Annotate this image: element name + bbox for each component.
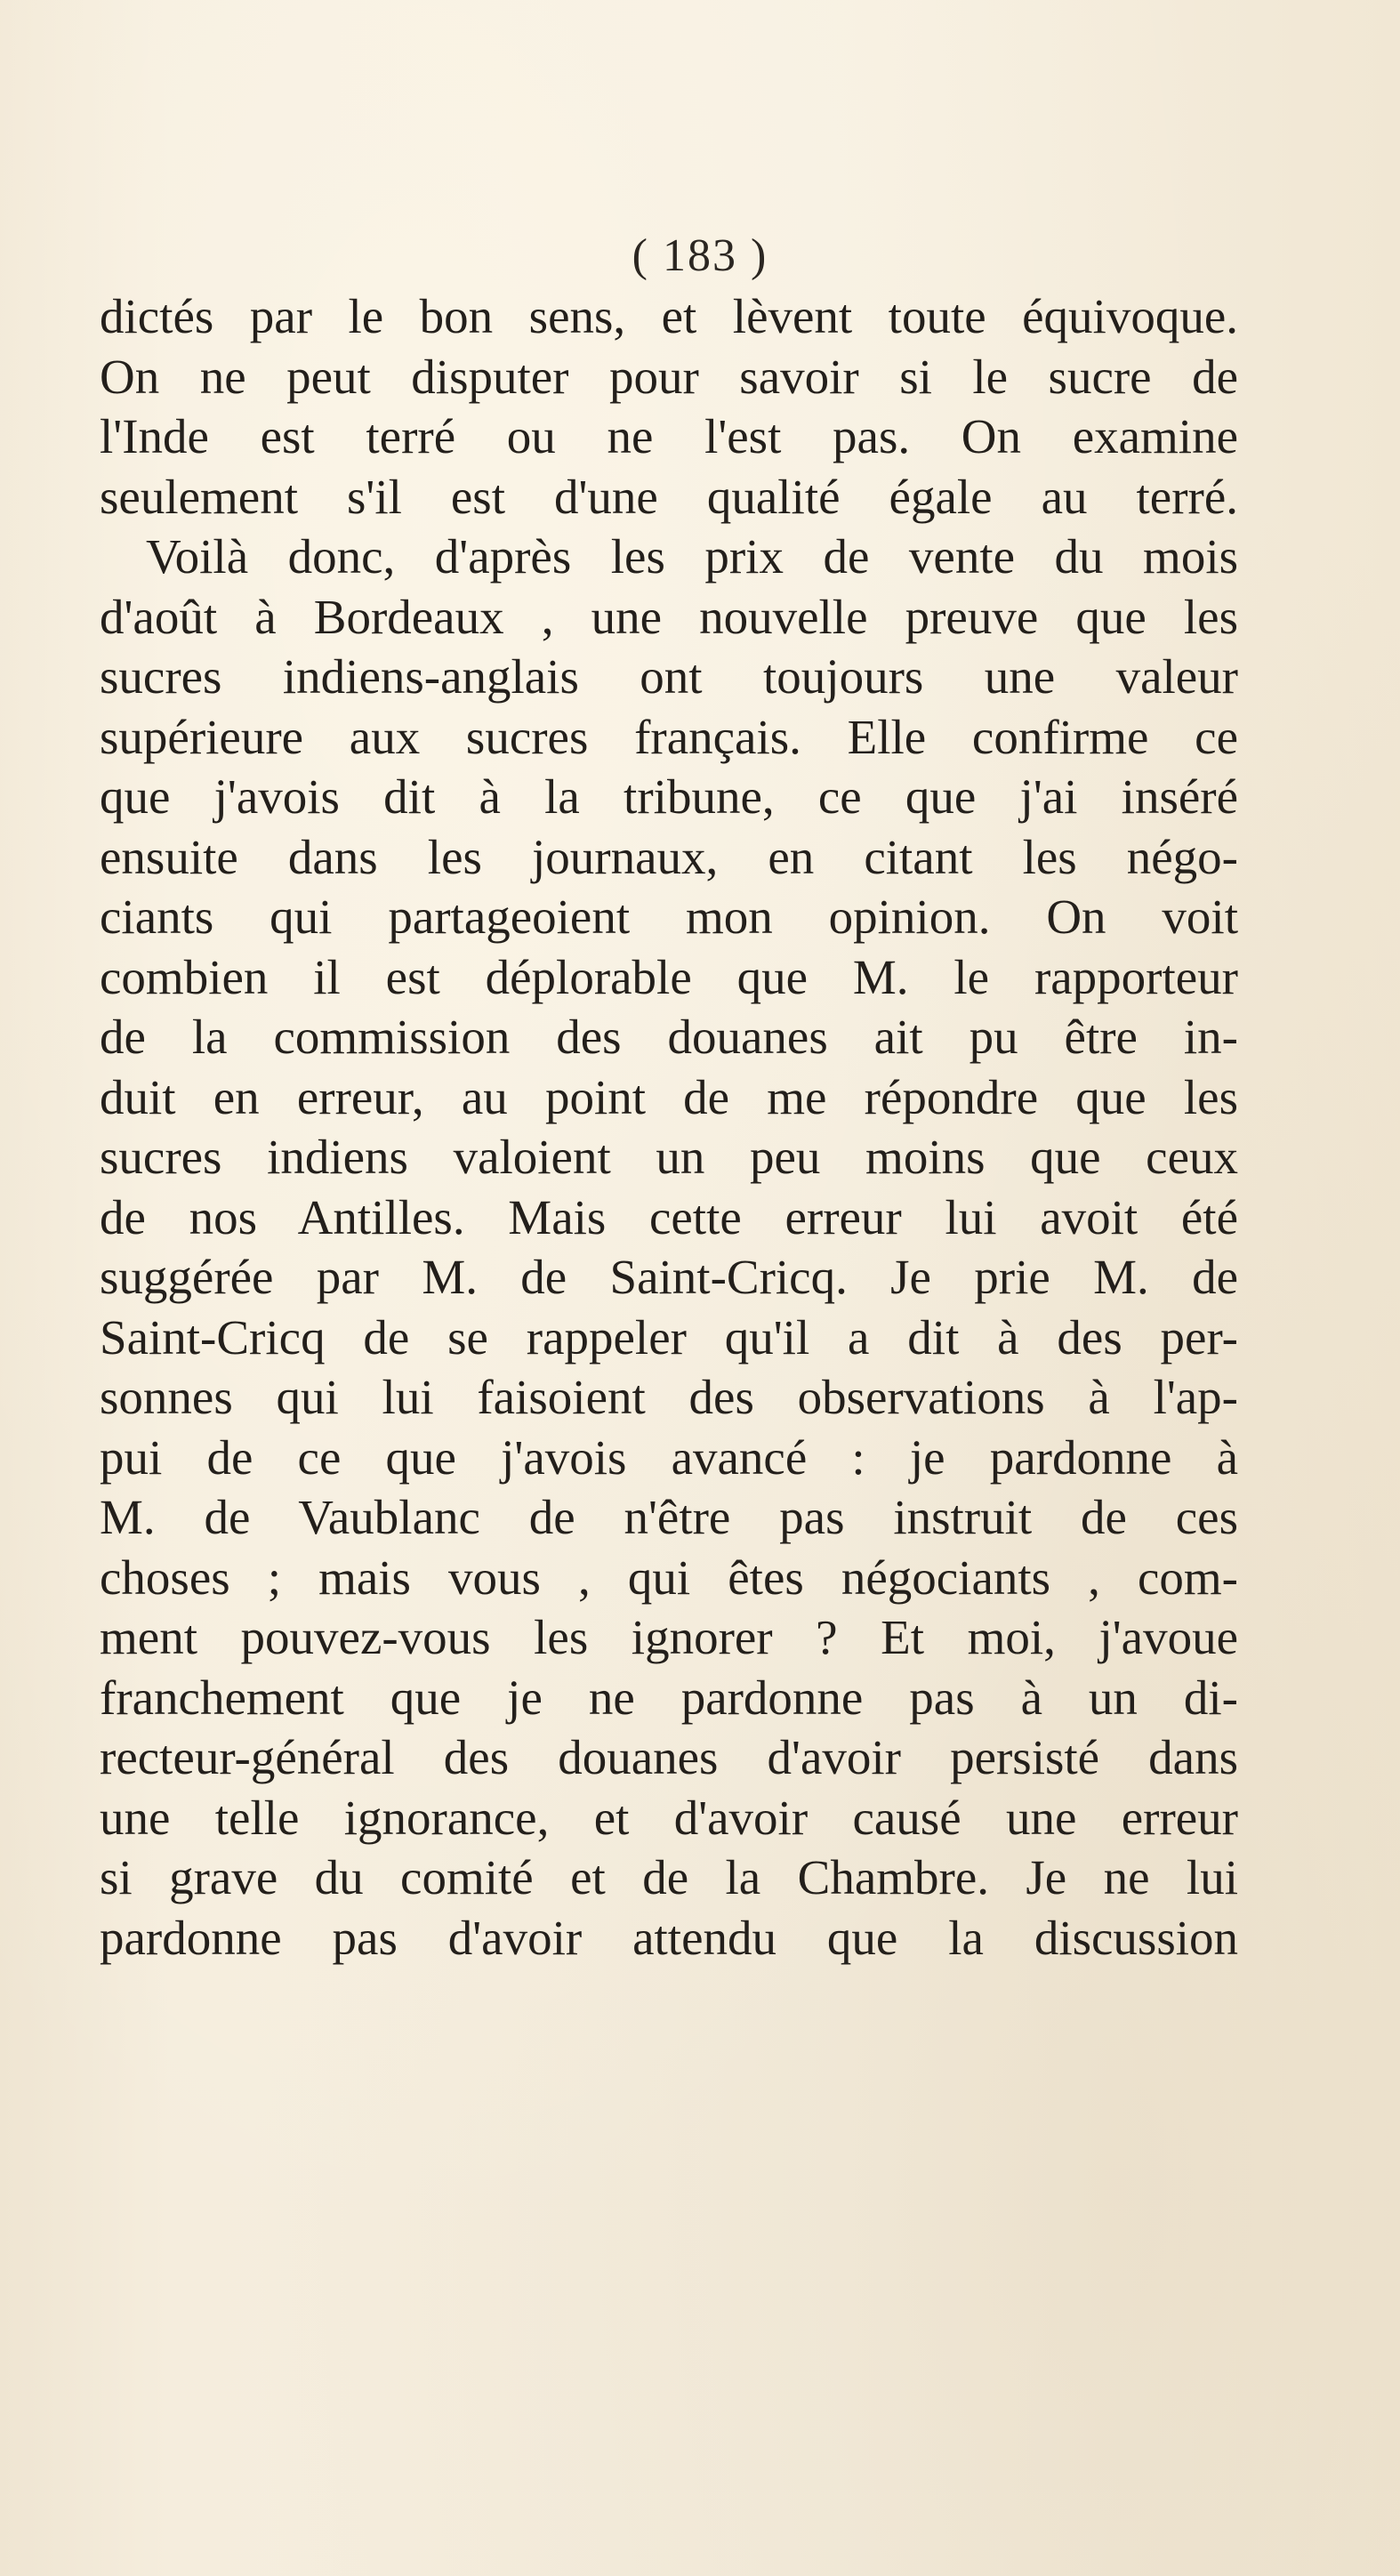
text-line: pui de ce que j'avois avancé : je pardonne à bbox=[100, 1429, 1238, 1485]
text-line: combien il est déplorable que M. le rapporteur bbox=[100, 949, 1238, 1004]
text-line: ensuite dans les journaux, en citant les négo- bbox=[100, 829, 1238, 884]
text-line: sonnes qui lui faisoient des observations à l'ap- bbox=[100, 1370, 1238, 1424]
text-line: sucres indiens-anglais ont toujours une valeur bbox=[100, 649, 1238, 704]
text-line: de la commission des douanes ait pu être in- bbox=[100, 1010, 1238, 1064]
text-line: ment pouvez-vous les ignorer ? Et moi, j'avoue bbox=[100, 1610, 1238, 1664]
text-line-paragraph-start: Voilà donc, d'après les prix de vente du mois bbox=[146, 529, 1238, 584]
text-line: l'Inde est terré ou ne l'est pas. On examine bbox=[100, 409, 1238, 463]
text-line: dictés par le bon sens, et lèvent toute équivoque. bbox=[100, 289, 1238, 343]
body-text bbox=[100, 286, 1238, 1968]
text-line: d'août à Bordeaux , une nouvelle preuve que les bbox=[100, 589, 1238, 644]
text-line: franchement que je ne pardonne pas à un di- bbox=[100, 1670, 1238, 1725]
text-line: choses ; mais vous , qui êtes négociants , com- bbox=[100, 1550, 1238, 1605]
text-line: que j'avois dit à la tribune, ce que j'ai inséré bbox=[100, 769, 1238, 824]
text-line: M. de Vaublanc de n'être pas instruit de ces bbox=[100, 1490, 1238, 1544]
text-line: Saint-Cricq de se rappeler qu'il a dit à des per- bbox=[100, 1309, 1238, 1364]
page-number: ( 183 ) bbox=[632, 230, 768, 281]
text-line: sucres indiens valoient un peu moins que ceux bbox=[100, 1130, 1238, 1184]
text-line: ciants qui partageoient mon opinion. On voit bbox=[100, 890, 1238, 944]
text-line: pardonne pas d'avoir attendu que la discussion bbox=[100, 1910, 1238, 1965]
text-line: On ne peut disputer pour savoir si le sucre de bbox=[100, 349, 1238, 404]
text-line: suggérée par M. de Saint-Cricq. Je prie M. de bbox=[100, 1250, 1238, 1304]
text-line: une telle ignorance, et d'avoir causé une erreur bbox=[100, 1790, 1238, 1845]
text-line: de nos Antilles. Mais cette erreur lui avoit été bbox=[100, 1189, 1238, 1244]
text-line: si grave du comité et de la Chambre. Je ne lui bbox=[100, 1850, 1238, 1904]
text-line: supérieure aux sucres français. Elle confirme ce bbox=[100, 709, 1238, 764]
text-line: seulement s'il est d'une qualité égale au terré. bbox=[100, 469, 1238, 524]
text-line: recteur-général des douanes d'avoir persisté dans bbox=[100, 1730, 1238, 1784]
text-line: duit en erreur, au point de me répondre que les bbox=[100, 1069, 1238, 1124]
